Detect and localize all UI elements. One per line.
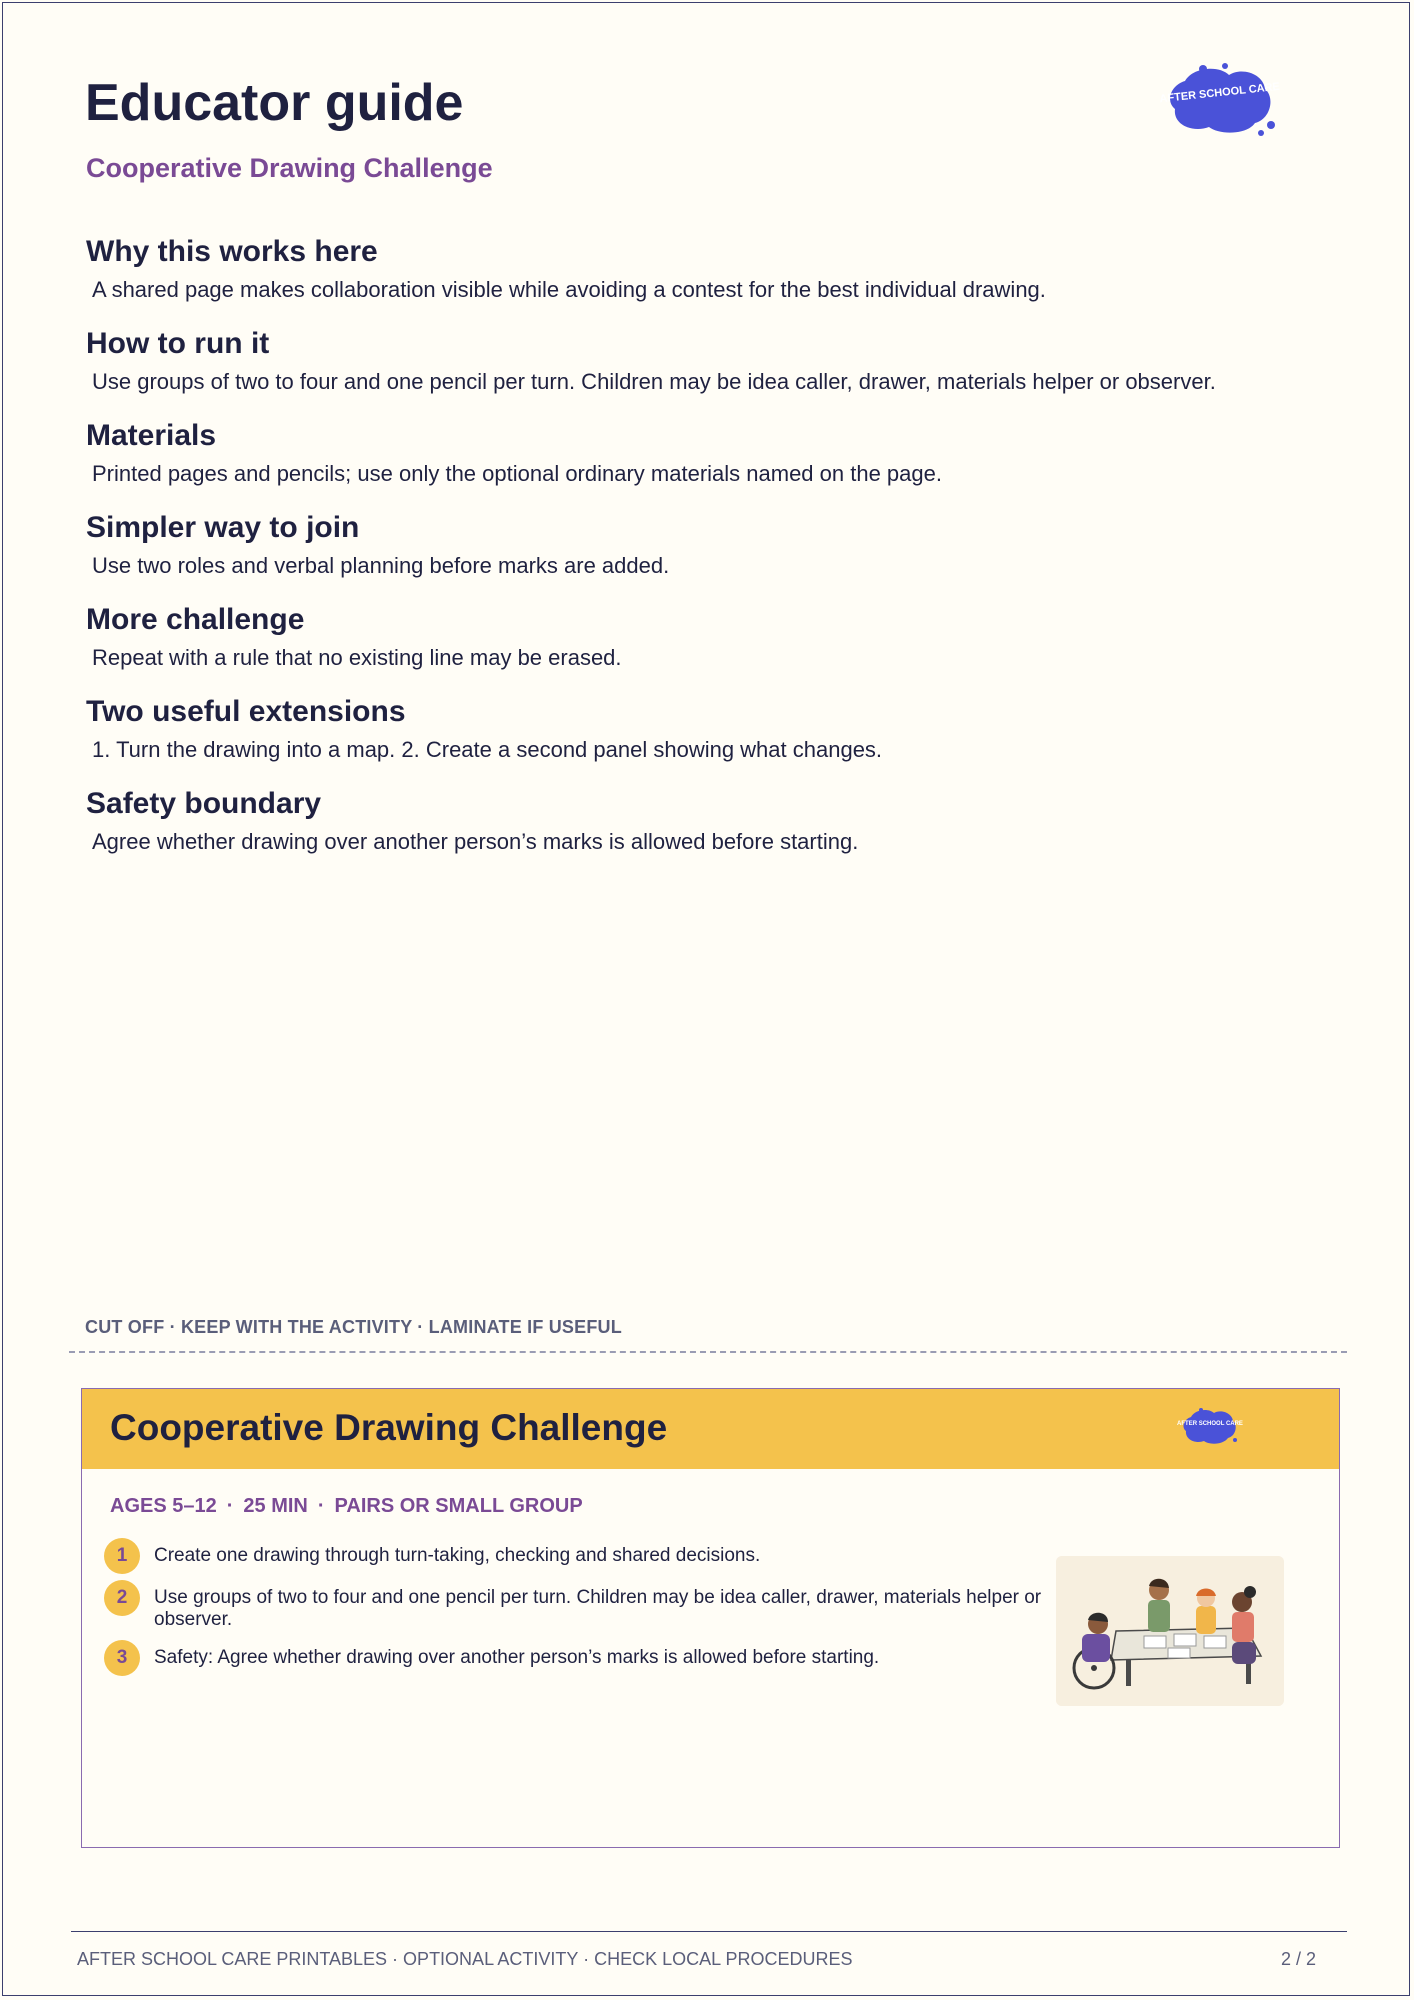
children-drawing-illustration bbox=[1056, 1556, 1284, 1706]
step-text: Safety: Agree whether drawing over another person’s marks is allowed before starting. bbox=[154, 1647, 880, 1668]
section-heading: Materials bbox=[86, 419, 217, 452]
group-size-label: PAIRS OR SMALL GROUP bbox=[334, 1495, 583, 1517]
section-body: Use groups of two to four and one pencil per turn. Children may be idea caller, drawer, materials helper or observer. bbox=[92, 369, 1216, 394]
section-heading: Why this works here bbox=[86, 235, 378, 268]
section-heading: More challenge bbox=[86, 603, 305, 636]
cut-instruction: CUT OFF · KEEP WITH THE ACTIVITY · LAMINATE IF USEFUL bbox=[85, 1317, 622, 1337]
cut-line-divider bbox=[69, 1351, 1347, 1353]
page-number: 2 / 2 bbox=[1281, 1949, 1317, 1969]
duration-label: 25 MIN bbox=[243, 1495, 308, 1517]
step-item bbox=[104, 1643, 1064, 1673]
section-heading: Safety boundary bbox=[86, 787, 322, 820]
after-school-care-logo bbox=[1177, 1407, 1243, 1447]
step-number-badge: 3 bbox=[104, 1640, 140, 1676]
section-heading: Two useful extensions bbox=[86, 695, 406, 728]
activity-card bbox=[81, 1388, 1340, 1848]
card-title: Cooperative Drawing Challenge bbox=[110, 1407, 668, 1448]
card-meta: AGES 5–12 · 25 MIN · PAIRS OR SMALL GROUP bbox=[110, 1495, 583, 1517]
footer-divider bbox=[71, 1931, 1347, 1932]
ages-label: AGES 5–12 bbox=[110, 1495, 217, 1517]
step-number-badge: 1 bbox=[104, 1538, 140, 1574]
after-school-care-logo bbox=[1158, 63, 1281, 138]
footer-text: AFTER SCHOOL CARE PRINTABLES · OPTIONAL ACTIVITY · CHECK LOCAL PROCEDURES bbox=[77, 1949, 853, 1969]
section-safety-boundary bbox=[86, 783, 1326, 875]
guide-sections bbox=[86, 231, 1326, 875]
step-item bbox=[104, 1583, 1064, 1631]
logo-text: AFTER SCHOOL CARE bbox=[1158, 80, 1281, 106]
section-heading: Simpler way to join bbox=[86, 511, 360, 544]
section-body: A shared page makes collaboration visible while avoiding a contest for the best individual drawing. bbox=[92, 277, 1046, 302]
step-text: Create one drawing through turn-taking, checking and shared decisions. bbox=[154, 1545, 761, 1566]
card-header bbox=[82, 1389, 1339, 1469]
step-text: Use groups of two to four and one pencil per turn. Children may be idea caller, drawer, materials helper or observer. bbox=[154, 1587, 1042, 1630]
section-materials bbox=[86, 415, 1326, 507]
section-body: Printed pages and pencils; use only the optional ordinary materials named on the page. bbox=[92, 461, 942, 486]
section-body: 1. Turn the drawing into a map. 2. Create a second panel showing what changes. bbox=[92, 737, 883, 762]
step-item bbox=[104, 1541, 1064, 1571]
logo-text: AFTER SCHOOL CARE bbox=[1177, 1421, 1243, 1427]
step-list bbox=[104, 1541, 1064, 1685]
section-simpler-way bbox=[86, 507, 1326, 599]
section-how-to-run bbox=[86, 323, 1326, 415]
section-why-this-works bbox=[86, 231, 1326, 323]
section-body: Repeat with a rule that no existing line may be erased. bbox=[92, 645, 622, 670]
page-subtitle: Cooperative Drawing Challenge bbox=[86, 153, 493, 183]
section-heading: How to run it bbox=[86, 327, 270, 360]
section-extensions bbox=[86, 691, 1326, 783]
section-more-challenge bbox=[86, 599, 1326, 691]
step-number-badge: 2 bbox=[104, 1580, 140, 1616]
section-body: Agree whether drawing over another person’s marks is allowed before starting. bbox=[92, 829, 859, 854]
document-page bbox=[2, 2, 1410, 1996]
section-body: Use two roles and verbal planning before marks are added. bbox=[92, 553, 670, 578]
page-title: Educator guide bbox=[85, 74, 464, 132]
